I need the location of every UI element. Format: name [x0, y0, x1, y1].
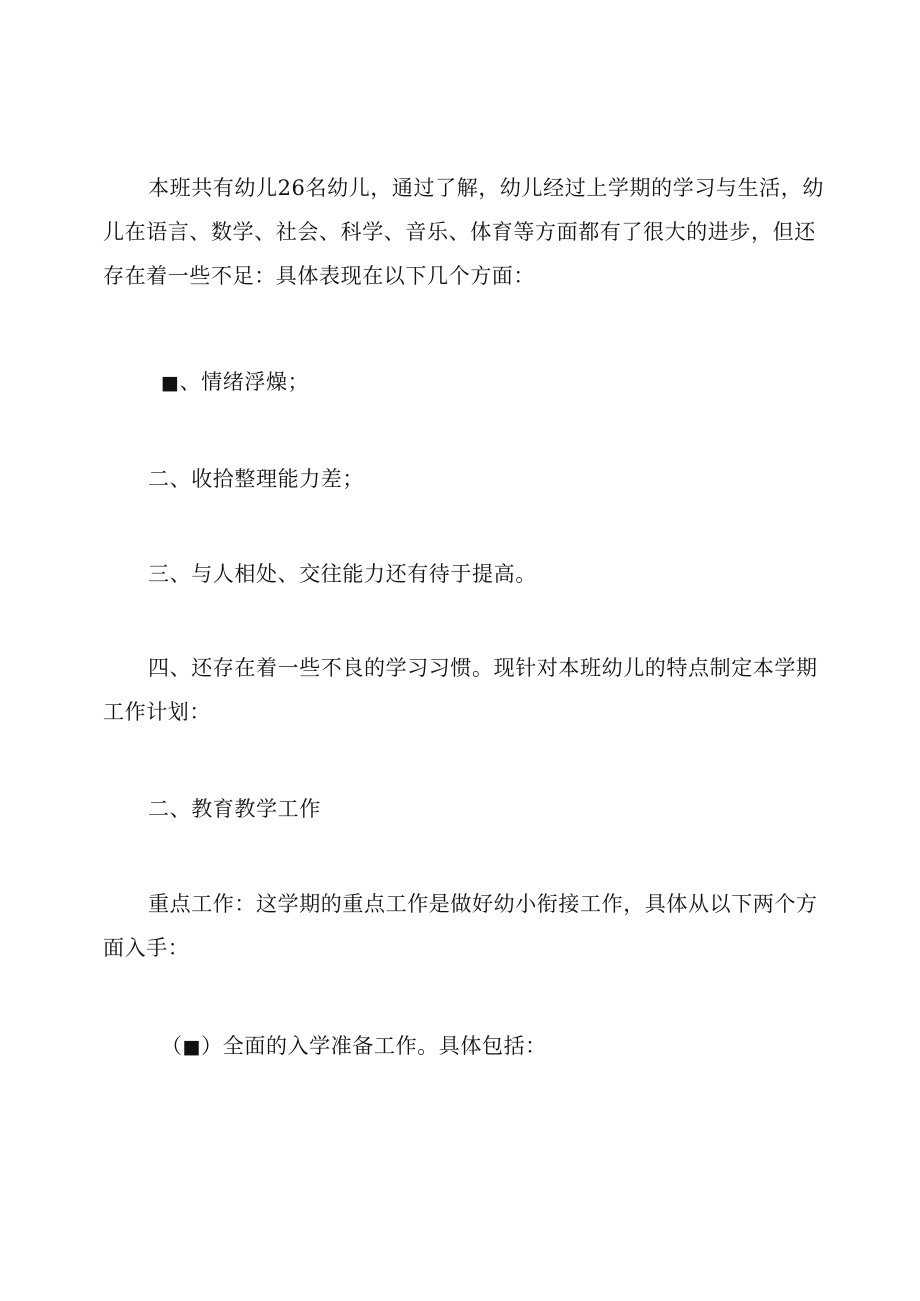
sub-item-1-open: （ [161, 1034, 183, 1058]
item-2-paragraph [103, 457, 833, 501]
intro-line-1: 本班共有幼儿26名幼儿，通过了解，幼儿经过上学期的学习与生活，幼 [148, 176, 824, 200]
intro-line-3: 存在着一些不足：具体表现在以下几个方面： [103, 264, 535, 288]
focus-paragraph [103, 882, 833, 970]
item-1-paragraph [103, 360, 833, 405]
sub-item-1-text: ）全面的入学准备工作。具体包括： [201, 1034, 547, 1058]
focus-line-1: 重点工作：这学期的重点工作是做好幼小衔接工作，具体从以下两个方 [148, 892, 818, 916]
item-3-paragraph [103, 552, 833, 596]
item-4-line-2: 工作计划： [103, 700, 211, 724]
item-1-text: 、情绪浮燥； [179, 370, 310, 394]
square-bullet-icon: ■ [161, 372, 180, 394]
item-3-text: 三、与人相处、交往能力还有待于提高。 [148, 562, 537, 586]
section-heading-text: 二、教育教学工作 [148, 797, 321, 821]
intro-line-2: 儿在语言、数学、社会、科学、音乐、体育等方面都有了很大的进步，但还 [103, 220, 816, 244]
intro-paragraph [103, 166, 833, 298]
item-2-text: 二、收拾整理能力差； [148, 467, 364, 491]
section-heading [103, 787, 833, 831]
focus-line-2: 面入手： [103, 936, 190, 960]
item-4-paragraph [103, 646, 833, 734]
square-bullet-icon: ■ [182, 1036, 202, 1058]
sub-item-1-paragraph [103, 1024, 833, 1069]
item-4-line-1: 四、还存在着一些不良的学习习惯。现针对本班幼儿的特点制定本学期 [148, 656, 818, 680]
